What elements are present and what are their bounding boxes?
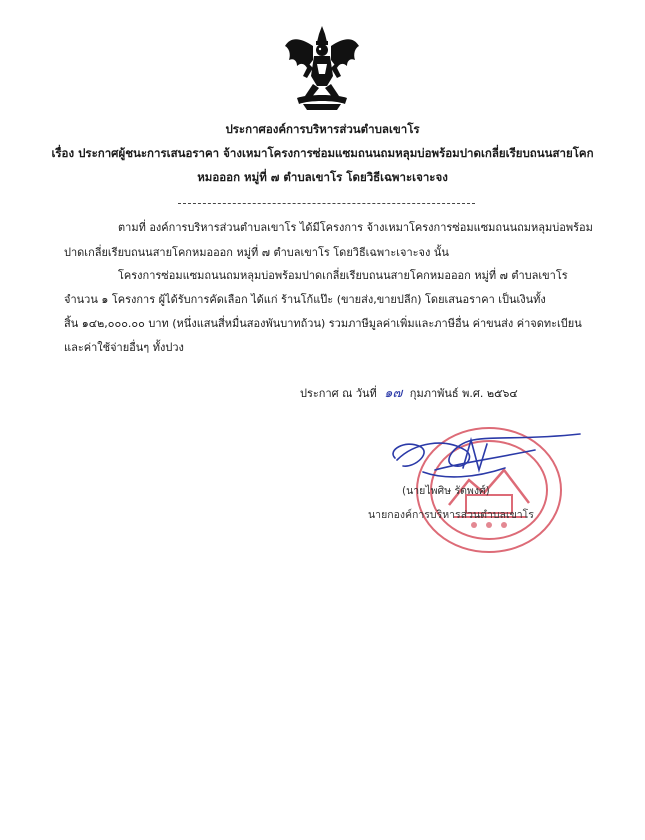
separator-rule — [178, 203, 475, 204]
signatory-name: (นายไพศิษ รัตพงศ์) — [402, 485, 490, 497]
paragraph-2-line-2: จำนวน ๑ โครงการ ผู้ได้รับการคัดเลือก ได้แก่ ร้านโก้แป๊ะ (ขายส่ง,ขายปลีก) โดยเสนอราคา เป็นเงินทั้ง — [64, 293, 546, 306]
paragraph-2-line-4: และค่าใช้จ่ายอื่นๆ ทั้งปวง — [64, 341, 184, 354]
paragraph-2-line-1: โครงการซ่อมแซมถนนถมหลุมบ่อพร้อมปาดเกลี่ยเรียบถนนสายโคกหมอออก หมู่ที่ ๗ ตำบลเขาโร — [118, 269, 568, 282]
date-month-year: กุมภาพันธ์ พ.ศ. ๒๕๖๔ — [409, 387, 518, 400]
signatory-position: นายกองค์การบริหารส่วนตำบลเขาโร — [368, 509, 534, 521]
date-day-handwritten: ๑๗ — [384, 386, 403, 401]
date-line — [300, 382, 518, 403]
document-title: ประกาศองค์การบริหารส่วนตำบลเขาโร — [225, 122, 420, 136]
garuda-emblem-icon — [283, 24, 361, 112]
subject-line-1: เรื่อง ประกาศผู้ชนะการเสนอราคา จ้างเหมาโครงการซ่อมแซมถนนถมหลุมบ่อพร้อมปาดเกลี่ยเรียบถนนสายโคก — [51, 146, 594, 160]
subject-line-2: หมอออก หมู่ที่ ๗ ตำบลเขาโร โดยวิธีเฉพาะเจาะจง — [197, 170, 448, 184]
paragraph-1-line-2: ปาดเกลี่ยเรียบถนนสายโคกหมอออก หมู่ที่ ๗ ตำบลเขาโร โดยวิธีเฉพาะเจาะจง นั้น — [64, 246, 449, 259]
paragraph-2-line-3: สิ้น ๑๔๒,๐๐๐.๐๐ บาท (หนึ่งแสนสี่หมื่นสองพันบาทถ้วน) รวมภาษีมูลค่าเพิ่มและภาษีอื่น ค่าขนส่ง ค่าจดทะเบียน — [64, 317, 582, 330]
date-prefix: ประกาศ ณ วันที่ — [300, 387, 377, 400]
paragraph-1-line-1: ตามที่ องค์การบริหารส่วนตำบลเขาโร ได้มีโครงการ จ้างเหมาโครงการซ่อมแซมถนนถมหลุมบ่อพร้อม — [118, 221, 593, 234]
